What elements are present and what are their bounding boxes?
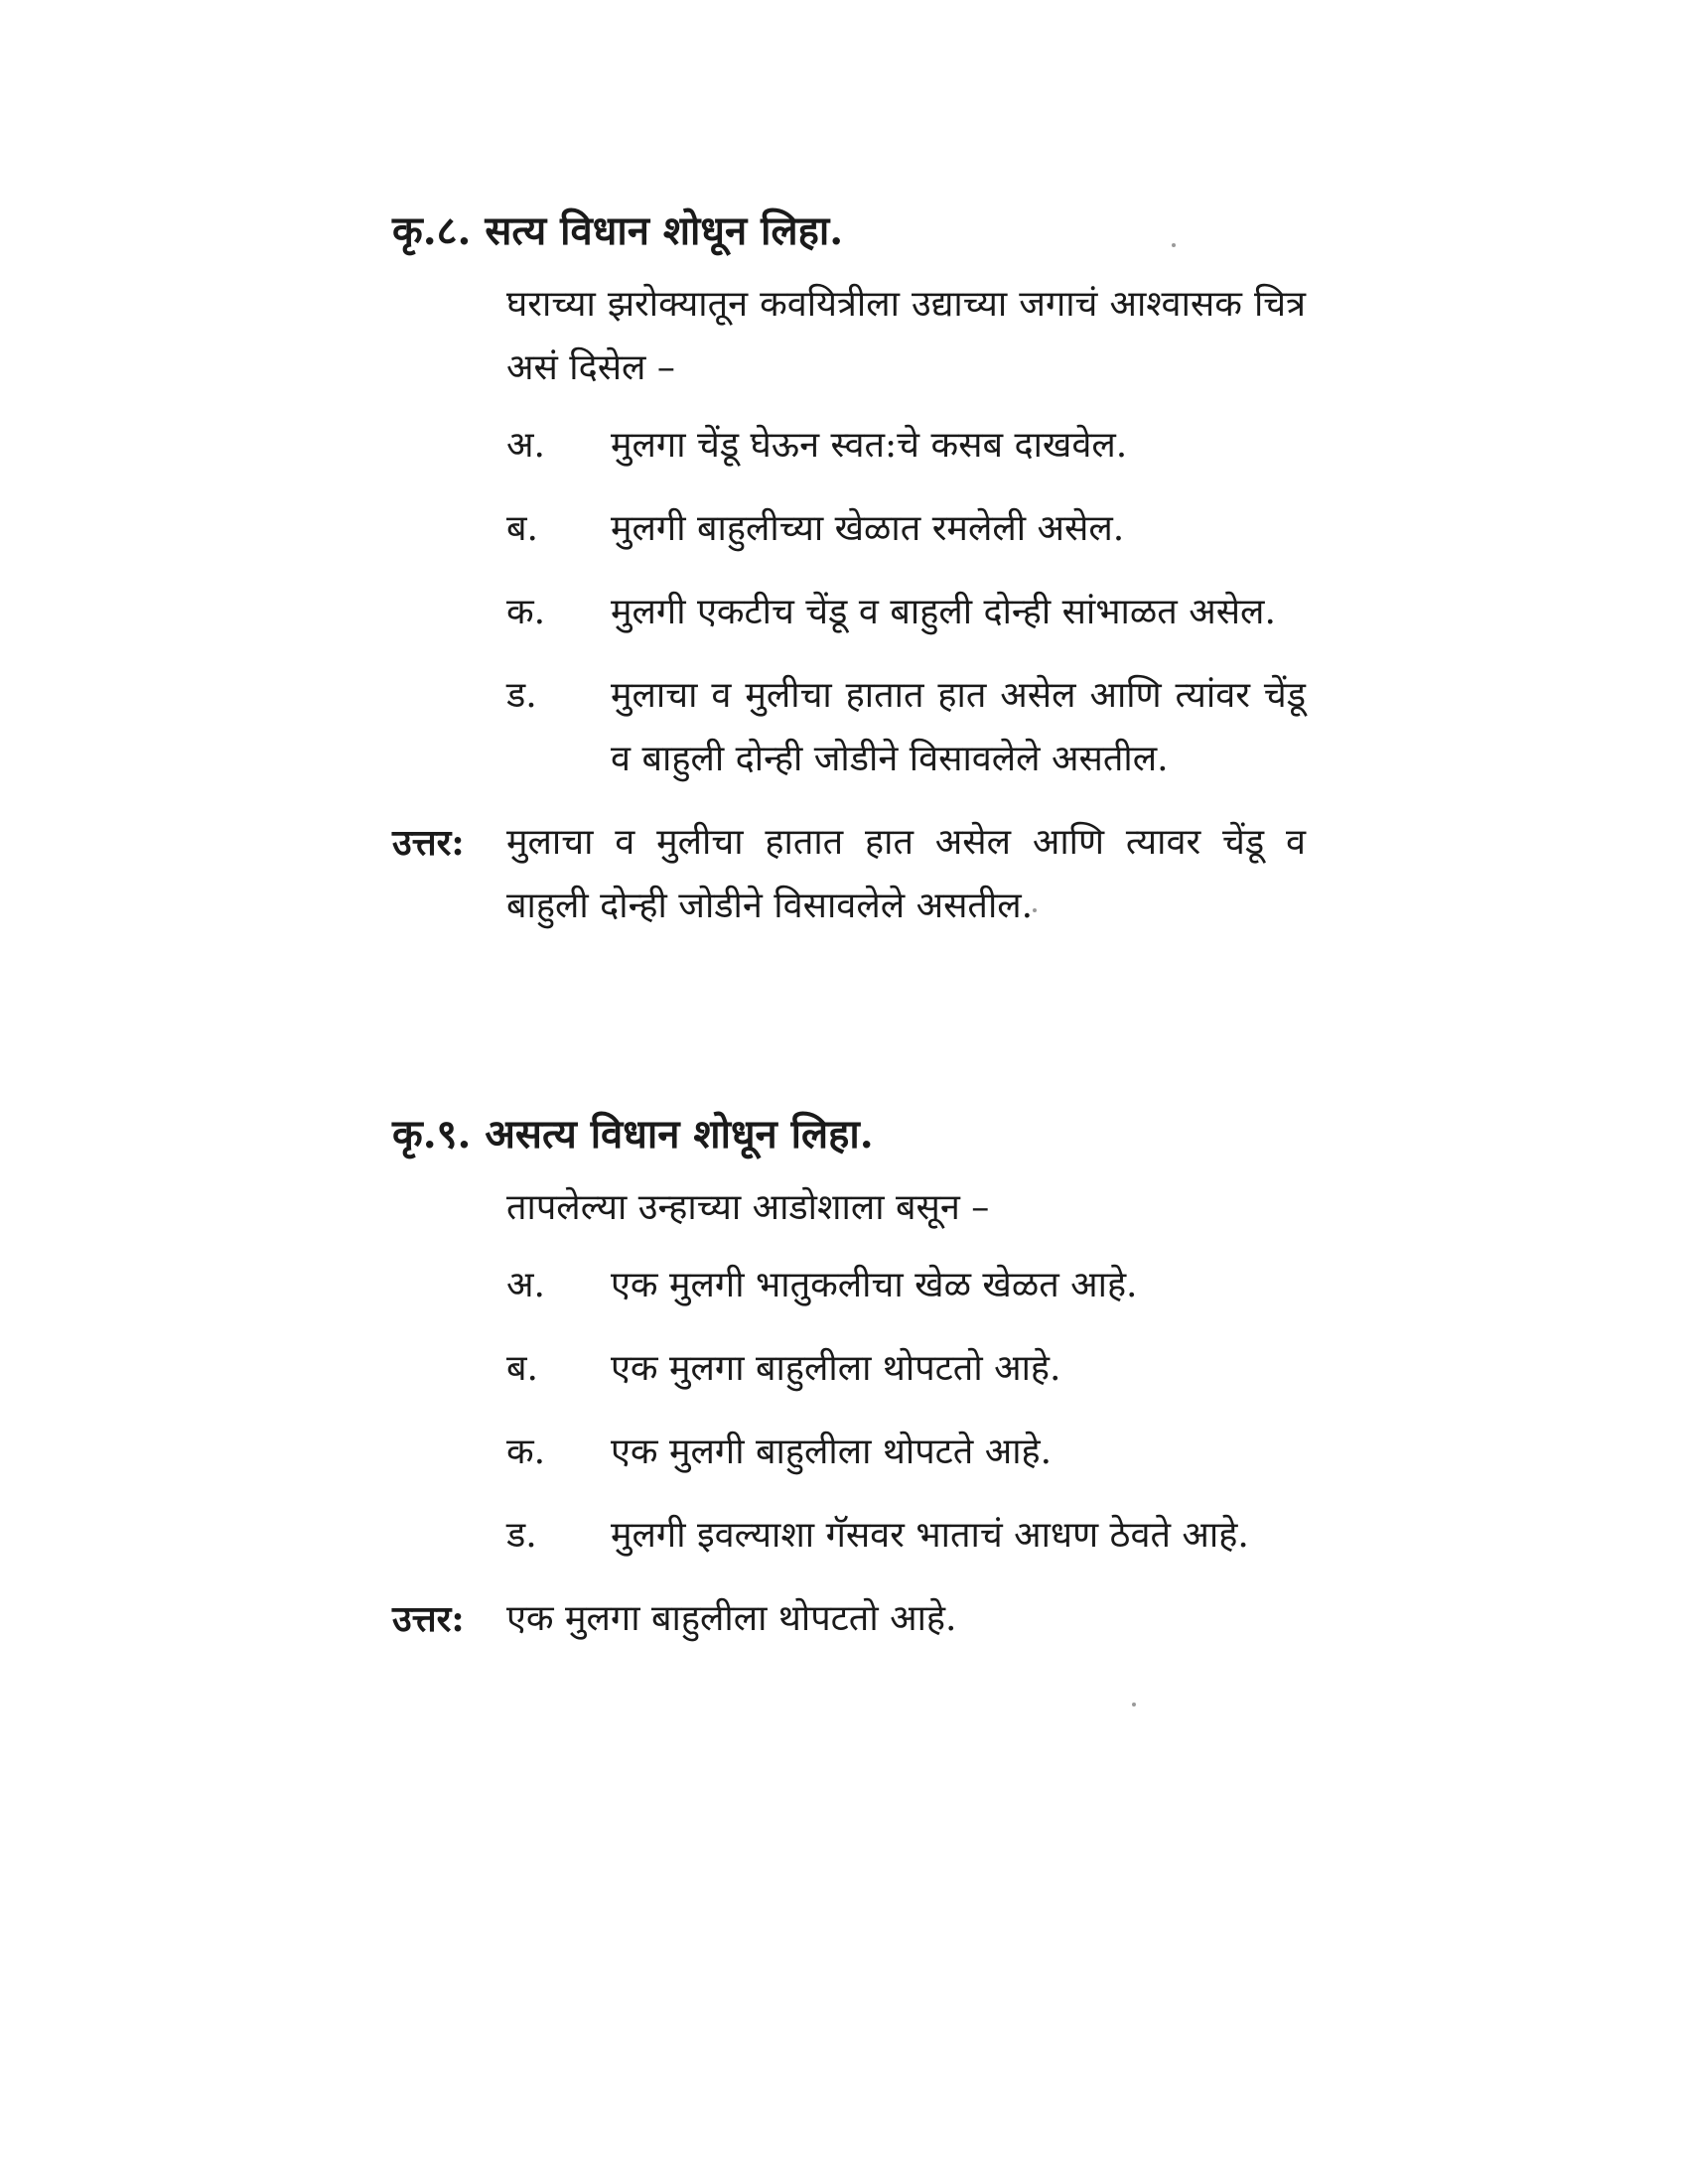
scan-speck bbox=[1033, 908, 1037, 912]
question-number: कृ.९. bbox=[392, 1111, 472, 1158]
option-label: ब. bbox=[506, 508, 538, 549]
option-item bbox=[506, 497, 1306, 561]
answer-text: एक मुलगा बाहुलीला थोपटतो आहे. bbox=[506, 1598, 957, 1639]
question-stem: तापलेल्या उन्हाच्या आडोशाला बसून – bbox=[506, 1187, 990, 1228]
question-instruction: असत्य विधान शोधून लिहा. bbox=[485, 1111, 874, 1158]
scan-speck bbox=[1172, 243, 1176, 247]
option-item bbox=[506, 1337, 1306, 1401]
question-9 bbox=[392, 1107, 1306, 1651]
option-list bbox=[506, 414, 1306, 791]
question-stem: घराच्या झरोक्यातून कवयित्रीला उद्याच्या जगाचं आश्वासक चित्र असं दिसेल – bbox=[506, 284, 1306, 388]
option-label: ब. bbox=[506, 1348, 538, 1389]
question-number: कृ.८. bbox=[392, 207, 472, 254]
option-item bbox=[506, 1504, 1306, 1568]
option-text: एक मुलगी भातुकलीचा खेळ खेळत आहे. bbox=[611, 1265, 1138, 1305]
question-title bbox=[392, 204, 1306, 259]
question-8 bbox=[392, 204, 1306, 938]
option-text: मुलगी एकटीच चेंडू व बाहुली दोन्ही सांभाळत असेल. bbox=[611, 592, 1276, 632]
option-label: ड. bbox=[506, 675, 537, 716]
answer-label: उत्तर: bbox=[392, 1598, 465, 1640]
option-label: ड. bbox=[506, 1515, 537, 1556]
option-text: मुलाचा व मुलीचा हातात हात असेल आणि त्यांवर चेंडू व बाहुली दोन्ही जोडीने विसावलेले असतील. bbox=[611, 675, 1306, 779]
question-title bbox=[392, 1107, 1306, 1162]
question-instruction: सत्य विधान शोधून लिहा. bbox=[485, 207, 844, 254]
answer-block bbox=[392, 1587, 1306, 1651]
option-item bbox=[506, 581, 1306, 644]
option-item bbox=[506, 1254, 1306, 1317]
answer-block bbox=[392, 811, 1306, 938]
option-text: मुलगी बाहुलीच्या खेळात रमलेली असेल. bbox=[611, 508, 1125, 549]
option-text: मुलगी इवल्याशा गॅसवर भाताचं आधण ठेवते आहे. bbox=[611, 1515, 1249, 1556]
answer-label: उत्तर: bbox=[392, 822, 465, 864]
option-item bbox=[506, 414, 1306, 478]
option-item bbox=[506, 1421, 1306, 1484]
option-label: अ. bbox=[506, 425, 545, 466]
option-item bbox=[506, 664, 1306, 791]
option-label: क. bbox=[506, 1432, 546, 1472]
option-text: मुलगा चेंडू घेऊन स्वत:चे कसब दाखवेल. bbox=[611, 425, 1128, 466]
option-text: एक मुलगा बाहुलीला थोपटतो आहे. bbox=[611, 1348, 1061, 1389]
answer-text: मुलाचा व मुलीचा हातात हात असेल आणि त्यावर चेंडू व बाहुली दोन्ही जोडीने विसावलेले असतील. bbox=[506, 822, 1306, 926]
option-list bbox=[506, 1254, 1306, 1568]
option-label: क. bbox=[506, 592, 546, 632]
option-label: अ. bbox=[506, 1265, 545, 1305]
option-text: एक मुलगी बाहुलीला थोपटते आहे. bbox=[611, 1432, 1053, 1472]
scan-speck bbox=[1132, 1703, 1136, 1706]
